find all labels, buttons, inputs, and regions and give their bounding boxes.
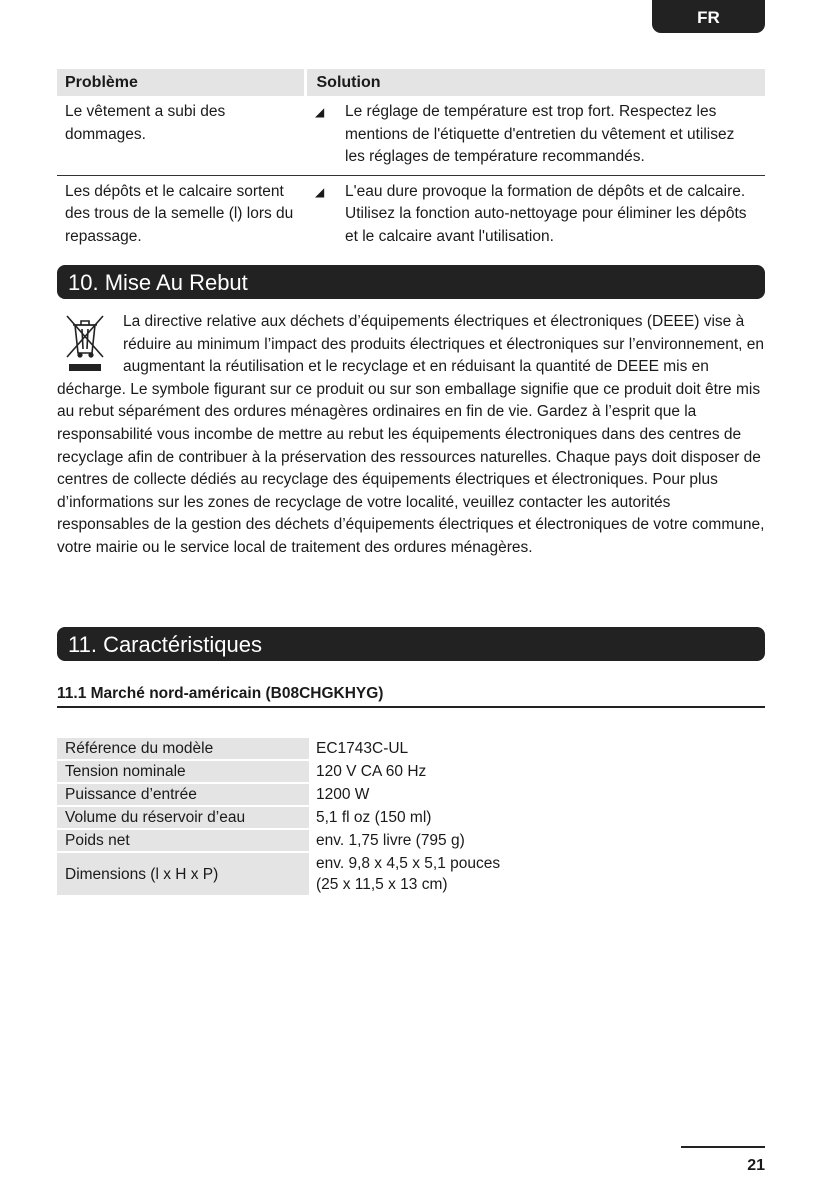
table-row (57, 761, 557, 782)
spec-value-line: env. 9,8 x 4,5 x 5,1 pouces (316, 855, 501, 872)
bullet-icon: ◢ (315, 105, 325, 119)
spec-value: 1200 W (316, 786, 370, 803)
section-heading-disposal: 10. Mise Au Rebut (57, 265, 765, 299)
problem-header: Problème (57, 69, 305, 96)
bullet-icon: ◢ (315, 184, 325, 199)
footer-rule (681, 1146, 765, 1148)
problem-cell: Le vêtement a subi des dommages. (57, 96, 305, 175)
disposal-paragraph (57, 311, 765, 560)
table-row (57, 784, 557, 805)
table-row (57, 807, 557, 828)
spec-label: Poids net (57, 830, 309, 851)
spec-value: 5,1 fl oz (150 ml) (316, 809, 432, 826)
page-number: 21 (747, 1157, 765, 1174)
spec-label: Référence du modèle (57, 738, 309, 759)
spec-label: Volume du réservoir d’eau (57, 807, 309, 828)
spec-label: Tension nominale (57, 761, 309, 782)
solution-text: L'eau dure provoque la formation de dépôts et de calcaire. Utilisez la fonction auto-nettoyage pour éliminer les dépôts et le calcaire avant l'utilisation. (345, 182, 747, 245)
table-row (57, 175, 765, 254)
spec-label: Puissance d’entrée (57, 784, 309, 805)
spec-value-line: (25 x 11,5 x 13 cm) (316, 876, 448, 893)
table-row (57, 830, 557, 851)
spec-value (309, 853, 557, 895)
solution-header: Solution (305, 69, 765, 96)
spec-value: EC1743C-UL (316, 740, 409, 757)
solution-cell (305, 96, 765, 175)
disposal-text: La directive relative aux déchets d’équipements électriques et électroniques (DEEE) vise à réduire au minimum l’impact des produits électriques et électroniques sur l’environnement, en augmentant la réutilisation et le recyclage et en réduisant la quantité de DEEE mis en décharge. Le symbole figurant sur ce produit ou sur son emballage signifie que ce produit doit être mis au rebut séparément des ordures ménagères ordinaires en fin de vie. Gardez à l’esprit que la responsabilité vous incombe de mettre au rebut les équipements électroniques dans des centres de recyclage afin de contribuer à la préservation des ressources naturelles. Chaque pays doit disposer de centres de collecte dédiés au recyclage des équipements électriques et électroniques. Pour plus d’informations sur les zones de recyclage de votre localité, veuillez contacter les autorités responsables de la gestion des déchets d’équipements électriques et électroniques de votre commune, votre mairie ou le service local de traitement des ordures ménagères. (57, 313, 765, 556)
section-heading-specifications: 11. Caractéristiques (57, 627, 765, 661)
table-row (57, 96, 765, 175)
table-row (57, 853, 557, 895)
solution-cell (305, 175, 765, 254)
solution-text: Le réglage de température est trop fort. Respectez les mentions de l'étiquette d'entretien du vêtement et utilisez les réglages de température recommandés. (345, 103, 735, 165)
troubleshooting-table (57, 69, 765, 254)
spec-label: Dimensions (l x H x P) (57, 853, 309, 895)
specifications-table (57, 736, 557, 897)
spec-value: env. 1,75 livre (795 g) (316, 832, 465, 849)
specs-subtitle: 11.1 Marché nord-américain (B08CHGKHYG) (57, 685, 765, 708)
table-row (57, 738, 557, 759)
problem-cell: Les dépôts et le calcaire sortent des trous de la semelle (l) lors du repassage. (65, 182, 294, 245)
spec-value: 120 V CA 60 Hz (316, 763, 427, 780)
language-tab: FR (652, 0, 765, 33)
